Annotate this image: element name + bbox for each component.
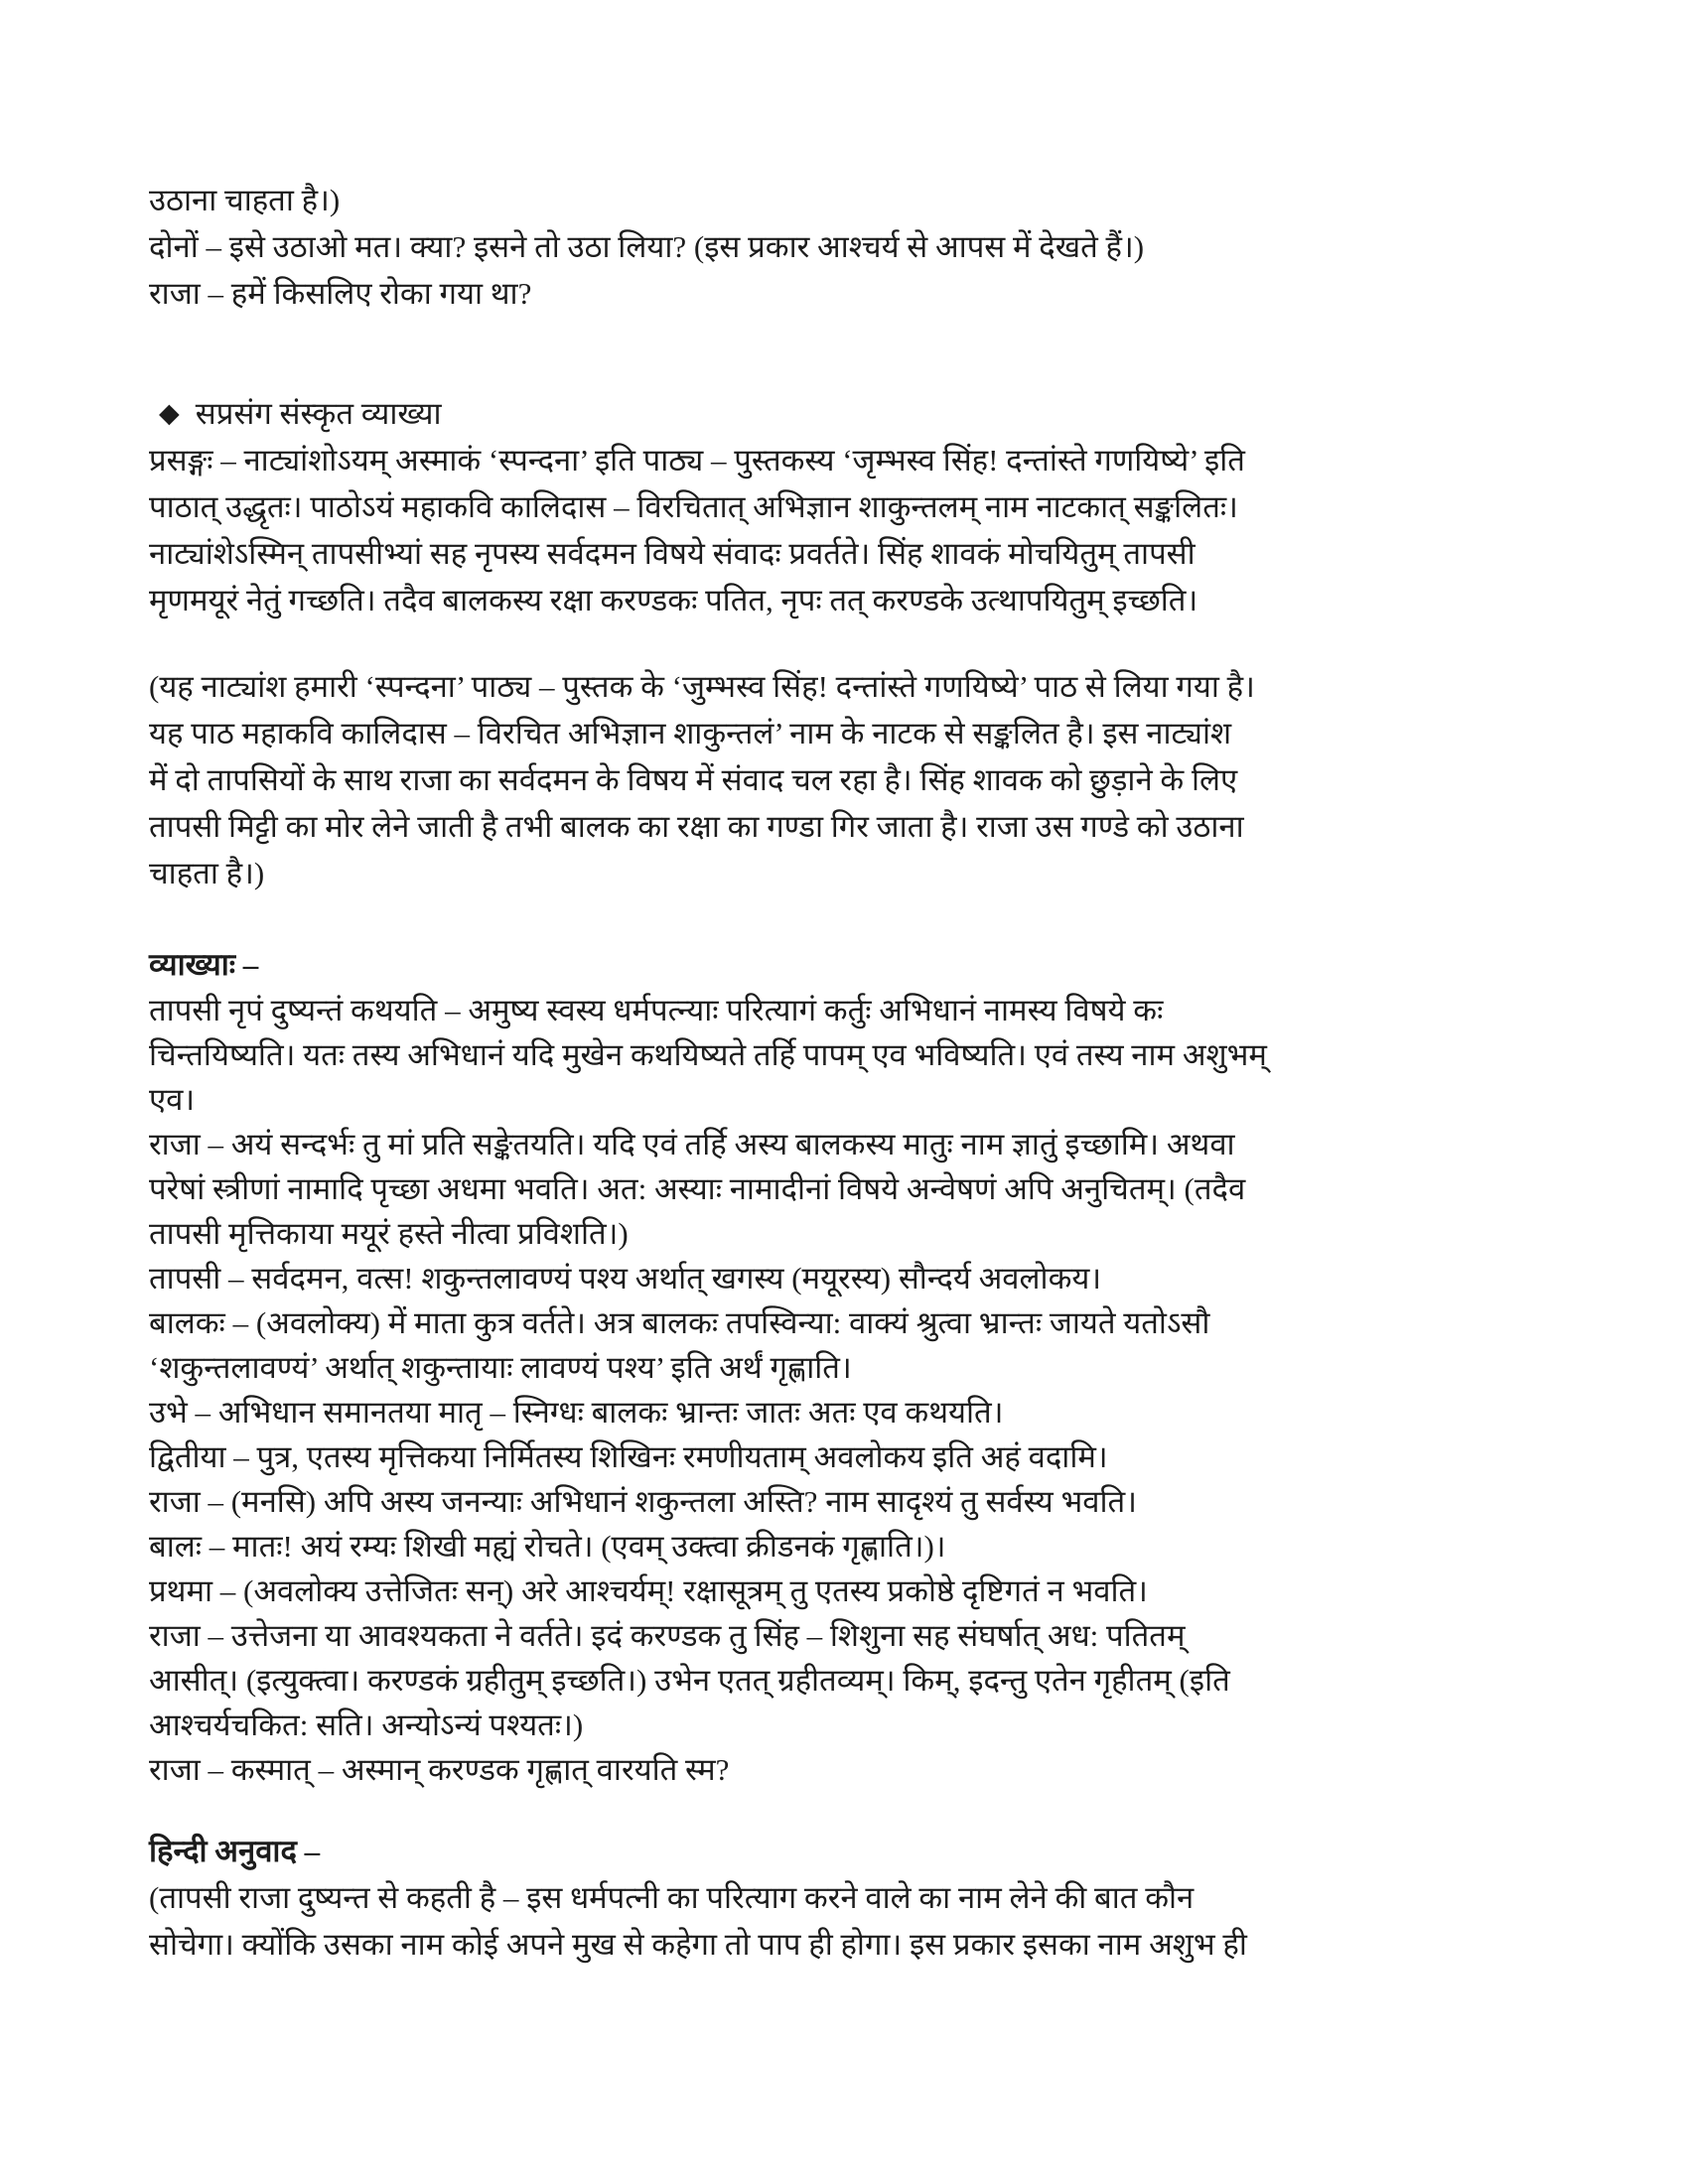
sanskrit-vyakhya-heading-text: सप्रसंग संस्कृत व्याख्या: [195, 396, 442, 431]
text-line: नाट्यांशेऽस्मिन् तापसीभ्यां सह नृपस्य सर्वदमन विषये संवादः प्रवर्तते। सिंह शावकं मोचयितुम् तापसी: [149, 536, 1196, 571]
vyakhya-section: [149, 941, 1559, 1792]
text-line: प्रथमा – (अवलोक्य उत्तेजितः सन्) अरे आश्चर्यम्! रक्षासूत्रम् तु एतस्य प्रकोष्ठे दृष्टिगतं न भवति।: [149, 1573, 1148, 1608]
text-line: राजा – (मनसि) अपि अस्य जनन्याः अभिधानं शकुन्तला अस्ति? नाम सादृश्यं तु सर्वस्य भवति।: [149, 1484, 1137, 1519]
text-line: द्वितीया – पुत्र, एतस्य मृत्तिकया निर्मितस्य शिखिनः रमणीयताम् अवलोकय इति अहं वदामि।: [149, 1439, 1108, 1474]
text-line: दोनों – इसे उठाओ मत। क्या? इसने तो उठा लिया? (इस प्रकार आश्चर्य से आपस में देखते हैं।): [149, 229, 1145, 264]
text-line: परेषां स्त्रीणां नामादि पृच्छा अधमा भवति। अत: अस्याः नामादीनां विषये अन्वेषणं अपि अनुचितम्। (तदैव: [149, 1171, 1246, 1206]
text-line: (यह नाट्यांश हमारी ‘स्पन्दना’ पाठ्य – पुस्तक के ‘जुम्भस्व सिंह! दन्तांस्ते गणयिष्ये’ पाठ से लिया गया है।: [149, 669, 1255, 704]
text-line: तापसी – सर्वदमन, वत्स! शकुन्तलावण्यं पश्य अर्थात् खगस्य (मयूरस्य) सौन्दर्य अवलोकय।: [149, 1261, 1102, 1296]
text-line: उभे – अभिधान समानतया मातृ – स्निग्धः बालकः भ्रान्तः जातः अतः एव कथयति।: [149, 1395, 1004, 1430]
text-line: राजा – उत्तेजना या आवश्यकता ने वर्तते। इदं करण्डक तु सिंह – शिशुना सह संघर्षात् अध: पतितम्: [149, 1618, 1186, 1653]
prasang-paragraph: [149, 437, 1559, 623]
hindi-anuvad-heading: हिन्दी अनुवाद –: [149, 1834, 321, 1868]
text-line: बालः – मातः! अयं रम्यः शिखी मह्यं रोचते। (एवम् उक्त्वा क्रीडनकं गृह्णाति।)।: [149, 1529, 946, 1564]
text-line: ‘शकुन्तलावण्यं’ अर्थात् शकुन्तायाः लावण्यं पश्य’ इति अर्थं गृह्णाति।: [149, 1350, 852, 1385]
hindi-anuvad-section: [149, 1828, 1559, 1968]
text-line: प्रसङ्गः – नाट्यांशोऽयम् अस्माकं ‘स्पन्दना’ इति पाठ्य – पुस्तकस्य ‘जृम्भस्व सिंह! दन्तांस्ते गणयिष्ये’ इति: [149, 443, 1245, 478]
text-line: बालकः – (अवलोक्य) में माता कुत्र वर्तते। अत्र बालकः तपस्विन्या: वाक्यं श्रुत्वा भ्रान्तः जायते यतोऽसौ: [149, 1305, 1210, 1340]
sanskrit-vyakhya-heading: [149, 390, 1559, 437]
text-line: राजा – हमें किसलिए रोका गया था?: [149, 276, 532, 311]
text-line: तापसी मृत्तिकाया मयूरं हस्ते नीत्वा प्रविशति।): [149, 1216, 629, 1251]
text-line: राजा – कस्मात् – अस्मान् करण्डक गृह्णात् वारयति स्म?: [149, 1752, 730, 1787]
text-line: सोचेगा। क्योंकि उसका नाम कोई अपने मुख से कहेगा तो पाप ही होगा। इस प्रकार इसका नाम अशुभ ही: [149, 1927, 1247, 1962]
text-line: आश्चर्यचकित: सति। अन्योऽन्यं पश्यतः।): [149, 1707, 584, 1742]
vyakhya-paragraph: [149, 988, 1559, 1792]
text-line: राजा – अयं सन्दर्भः तु मां प्रति सङ्केतयति। यदि एवं तर्हि अस्य बालकस्य मातुः नाम ज्ञातुं इच्छामि। अथवा: [149, 1127, 1235, 1161]
text-line: चाहता है।): [149, 856, 265, 890]
text-line: पाठात् उद्धृतः। पाठोऽयं महाकवि कालिदास – विरचितात् अभिज्ञान शाकुन्तलम् नाम नाटकात् सङ्कलितः।: [149, 489, 1238, 524]
vyakhya-heading: व्याख्याः –: [149, 947, 259, 982]
text-line: तापसी मिट्टी का मोर लेने जाती है तभी बालक का रक्षा का गण्डा गिर जाता है। राजा उस गण्डे को उठाना: [149, 809, 1244, 844]
dialogue-top-paragraph: [149, 177, 1559, 317]
text-line: (तापसी राजा दुष्यन्त से कहती है – इस धर्मपत्नी का परित्याग करने वाले का नाम लेने की बात कौन: [149, 1880, 1195, 1915]
hindi-intro-paragraph: [149, 663, 1559, 896]
text-line: तापसी नृपं दुष्यन्तं कथयति – अमुष्य स्वस्य धर्मपत्न्याः परित्यागं कर्तुः अभिधानं नामस्य विषये कः: [149, 993, 1164, 1027]
text-line: एव।: [149, 1082, 196, 1117]
text-line: में दो तापसियों के साथ राजा का सर्वदमन के विषय में संवाद चल रहा है। सिंह शावक को छुड़ाने के लिए: [149, 762, 1238, 797]
text-line: चिन्तयिष्यति। यतः तस्य अभिधानं यदि मुखेन कथयिष्यते तर्हि पापम् एव भविष्यति। एवं तस्य नाम अशुभम्: [149, 1037, 1267, 1072]
text-line: उठाना चाहता है।): [149, 183, 341, 217]
text-line: आसीत्। (इत्युक्त्वा। करण्डकं ग्रहीतुम् इच्छति।) उभेन एतत् ग्रहीतव्यम्। किम्, इदन्तु एतेन गृहीतम् (इति: [149, 1663, 1230, 1698]
diamond-bullet-icon: ◆: [159, 398, 180, 428]
text-line: यह पाठ महाकवि कालिदास – विरचित अभिज्ञान शाकुन्तलं’ नाम के नाटक से सङ्कलित है। इस नाट्यांश: [149, 716, 1232, 751]
text-line: मृणमयूरं नेतुं गच्छति। तदैव बालकस्य रक्षा करण्डकः पतित, नृपः तत् करण्डके उत्थापयितुम् इच्छति।: [149, 583, 1198, 617]
hindi-anuvad-paragraph: [149, 1874, 1559, 1968]
